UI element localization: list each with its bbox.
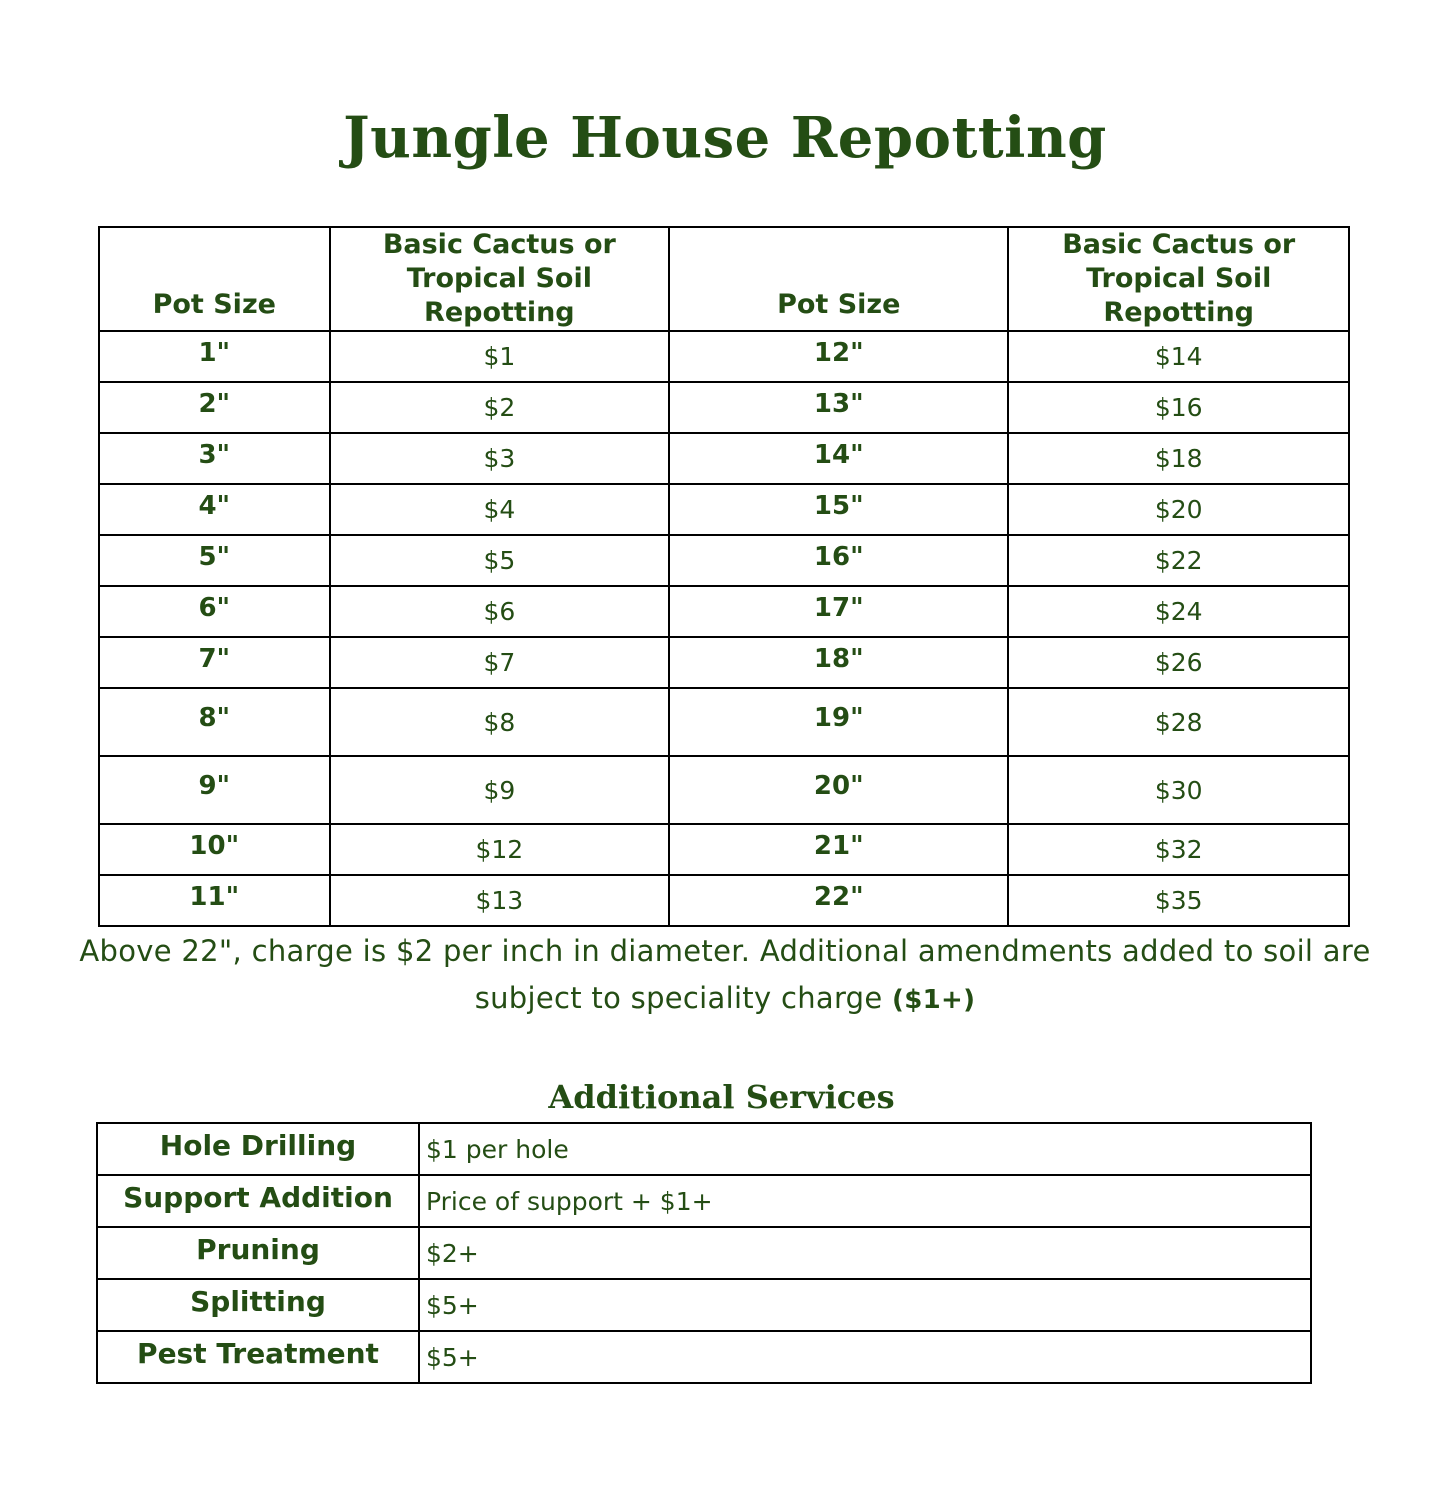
- table-row: [99, 382, 1349, 433]
- header-pot-size: Pot Size: [669, 227, 1008, 331]
- price-cell: $2: [330, 382, 670, 433]
- service-name-cell: Hole Drilling: [97, 1123, 419, 1175]
- price-cell: $8: [330, 688, 670, 756]
- service-price-cell: Price of support + $1+: [419, 1175, 1311, 1227]
- price-cell: $28: [1008, 688, 1349, 756]
- price-cell: $35: [1008, 875, 1349, 926]
- header-pot-size: Pot Size: [99, 227, 330, 331]
- price-cell: $7: [330, 637, 670, 688]
- pot-size-cell: 3": [99, 433, 330, 484]
- table-row: [97, 1175, 1311, 1227]
- price-cell: $12: [330, 824, 670, 875]
- price-cell: $14: [1008, 331, 1349, 382]
- price-cell: $6: [330, 586, 670, 637]
- price-cell: $4: [330, 484, 670, 535]
- pot-size-cell: 10": [99, 824, 330, 875]
- price-cell: $22: [1008, 535, 1349, 586]
- pricing-note-emphasis: ($1+): [892, 985, 976, 1015]
- service-name-cell: Support Addition: [97, 1175, 419, 1227]
- table-row: [97, 1279, 1311, 1331]
- table-row: [97, 1227, 1311, 1279]
- header-repotting-price: Basic Cactus or Tropical Soil Repotting: [330, 227, 670, 331]
- price-cell: $18: [1008, 433, 1349, 484]
- pricing-note: [60, 928, 1390, 1024]
- pot-size-cell: 18": [669, 637, 1008, 688]
- service-name-cell: Pest Treatment: [97, 1331, 419, 1383]
- pot-size-cell: 19": [669, 688, 1008, 756]
- table-row: [99, 586, 1349, 637]
- price-cell: $13: [330, 875, 670, 926]
- table-row: [97, 1123, 1311, 1175]
- pot-size-cell: 11": [99, 875, 330, 926]
- pot-size-cell: 8": [99, 688, 330, 756]
- additional-services-table: [96, 1122, 1312, 1384]
- price-cell: $9: [330, 756, 670, 824]
- pot-size-cell: 17": [669, 586, 1008, 637]
- table-row: [99, 433, 1349, 484]
- pot-size-cell: 14": [669, 433, 1008, 484]
- pot-size-cell: 5": [99, 535, 330, 586]
- table-row: [99, 637, 1349, 688]
- price-cell: $20: [1008, 484, 1349, 535]
- pot-size-cell: 2": [99, 382, 330, 433]
- pot-size-cell: 6": [99, 586, 330, 637]
- pricing-note-text: Above 22", charge is $2 per inch in diameter. Additional amendments added to soil are subject to speciality charge: [79, 934, 1371, 1015]
- pot-size-cell: 12": [669, 331, 1008, 382]
- price-cell: $3: [330, 433, 670, 484]
- price-cell: $30: [1008, 756, 1349, 824]
- pot-size-cell: 7": [99, 637, 330, 688]
- pot-size-cell: 22": [669, 875, 1008, 926]
- table-row: [99, 331, 1349, 382]
- table-header-row: [99, 227, 1349, 331]
- service-name-cell: Splitting: [97, 1279, 419, 1331]
- pot-size-cell: 1": [99, 331, 330, 382]
- pot-size-cell: 13": [669, 382, 1008, 433]
- pot-size-cell: 20": [669, 756, 1008, 824]
- pot-size-cell: 15": [669, 484, 1008, 535]
- table-row: [99, 756, 1349, 824]
- additional-services-title: Additional Services: [548, 1078, 895, 1116]
- pot-size-cell: 9": [99, 756, 330, 824]
- repotting-price-table: [98, 226, 1350, 927]
- price-cell: $26: [1008, 637, 1349, 688]
- table-row: [97, 1331, 1311, 1383]
- table-row: [99, 688, 1349, 756]
- table-row: [99, 535, 1349, 586]
- service-price-cell: $1 per hole: [419, 1123, 1311, 1175]
- pot-size-cell: 4": [99, 484, 330, 535]
- price-cell: $16: [1008, 382, 1349, 433]
- service-price-cell: $2+: [419, 1227, 1311, 1279]
- price-cell: $1: [330, 331, 670, 382]
- table-row: [99, 875, 1349, 926]
- page-title: Jungle House Repotting: [343, 105, 1107, 171]
- price-cell: $32: [1008, 824, 1349, 875]
- pot-size-cell: 16": [669, 535, 1008, 586]
- price-cell: $24: [1008, 586, 1349, 637]
- price-cell: $5: [330, 535, 670, 586]
- service-name-cell: Pruning: [97, 1227, 419, 1279]
- header-repotting-price: Basic Cactus or Tropical Soil Repotting: [1008, 227, 1349, 331]
- pot-size-cell: 21": [669, 824, 1008, 875]
- service-price-cell: $5+: [419, 1331, 1311, 1383]
- service-price-cell: $5+: [419, 1279, 1311, 1331]
- table-row: [99, 484, 1349, 535]
- table-row: [99, 824, 1349, 875]
